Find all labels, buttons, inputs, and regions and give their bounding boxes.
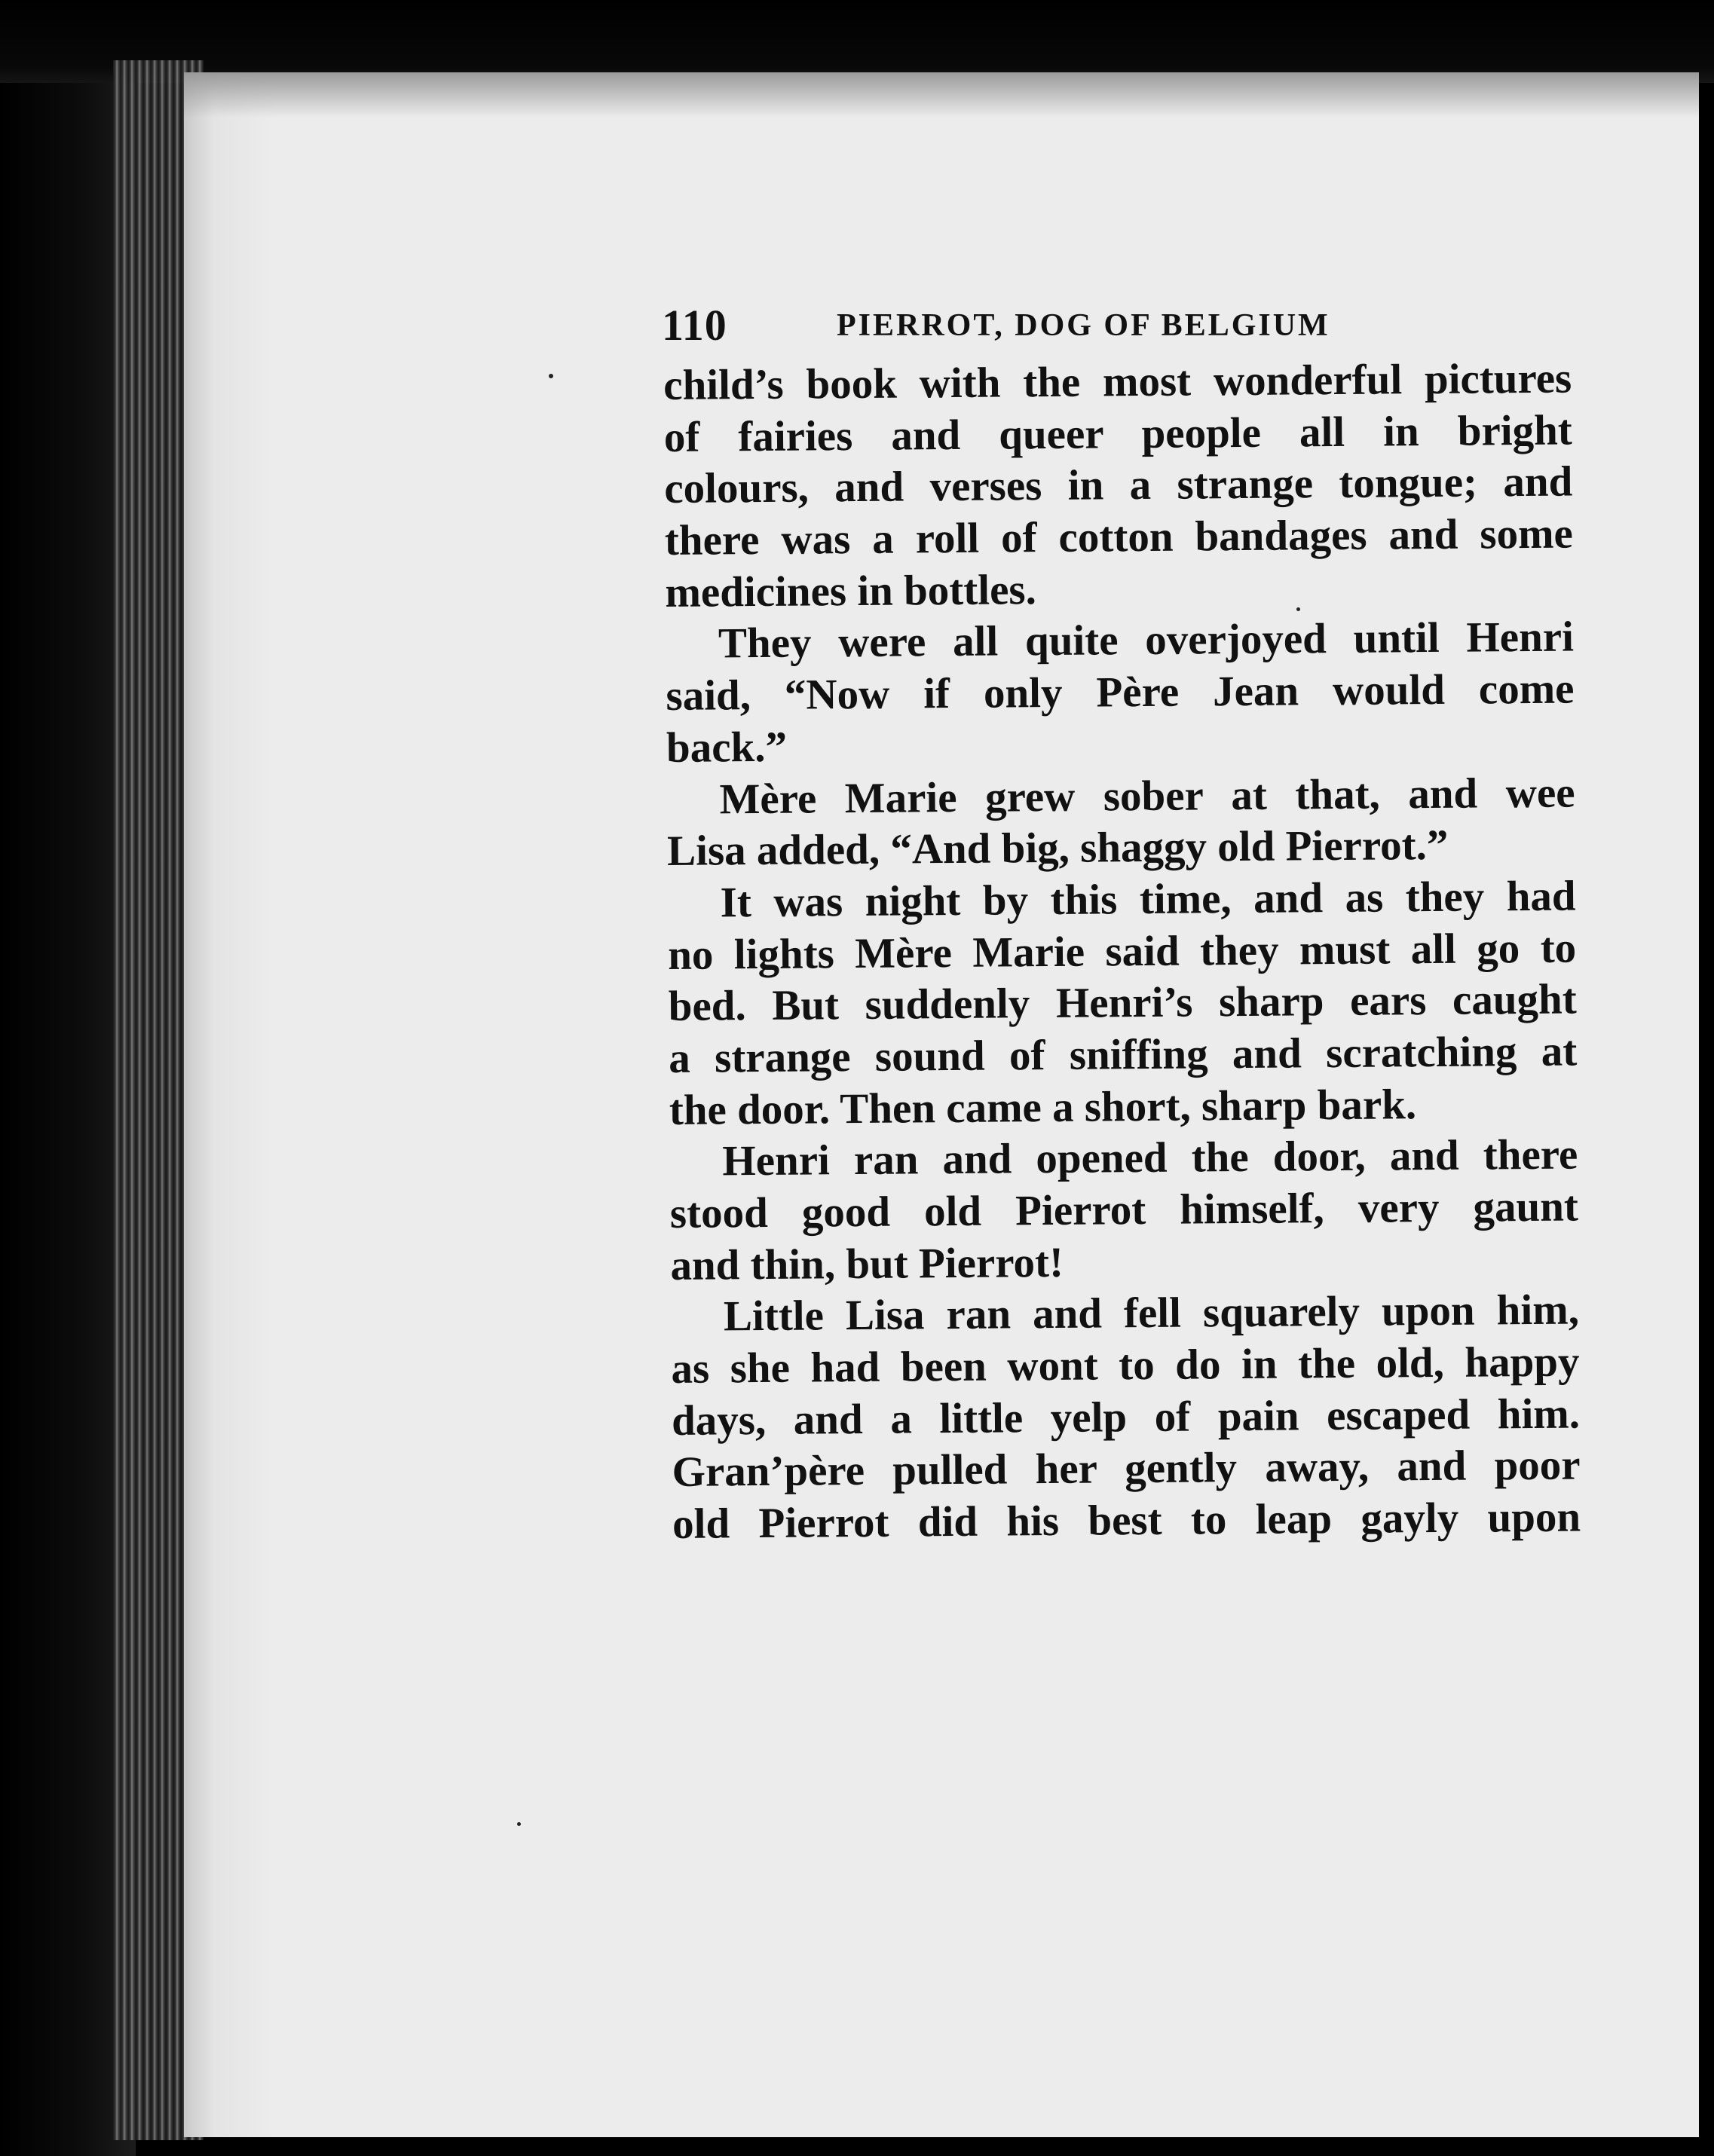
- text-line: stood good old Pierrot himself, very gaunt: [669, 1182, 1579, 1237]
- text-line: bed. But suddenly Henri’s sharp ears caught: [668, 975, 1577, 1031]
- text-line: Henri ran and opened the door, and there: [722, 1130, 1578, 1185]
- text-line: as she had been wont to do in the old, happy: [671, 1338, 1580, 1393]
- text-line: Little Lisa ran and fell squarely upon him,: [723, 1286, 1580, 1341]
- text-line: back.”: [666, 723, 788, 772]
- text-line: colours, and verses in a strange tongue; and: [664, 457, 1573, 513]
- text-line: They were all quite overjoyed until Henri: [718, 613, 1575, 668]
- dust-speck: [517, 1822, 521, 1826]
- dust-speck: [1296, 607, 1300, 611]
- book-title: PIERROT, DOG OF BELGIUM: [837, 308, 1330, 343]
- text-line: Mère Marie grew sober at that, and wee: [719, 769, 1575, 823]
- text-line: the door. Then came a short, sharp bark.: [669, 1080, 1417, 1134]
- text-line: no lights Mère Marie said they must all go to: [667, 924, 1577, 979]
- body-text: [663, 353, 1581, 1551]
- text-line: Lisa added, “And big, shaggy old Pierrot.”: [666, 821, 1449, 876]
- text-line: days, and a little yelp of pain escaped him.: [671, 1390, 1581, 1445]
- text-line: Gran’père pulled her gently away, and poor: [672, 1441, 1581, 1497]
- running-head: [662, 300, 1589, 360]
- text-line: there was a roll of cotton bandages and some: [664, 509, 1574, 565]
- page-top-shadow: [184, 72, 1699, 118]
- scan-border-top: [0, 0, 1714, 83]
- text-line: a strange sound of sniffing and scratching at: [669, 1027, 1578, 1082]
- text-line: old Pierrot did his best to leap gayly upon: [672, 1493, 1581, 1549]
- dust-speck: [549, 374, 553, 378]
- text-line: and thin, but Pierrot!: [670, 1238, 1064, 1289]
- page-number: 110: [662, 301, 727, 350]
- text-line: It was night by this time, and as they had: [720, 872, 1576, 927]
- text-line: medicines in bottles.: [665, 565, 1037, 616]
- text-line: of fairies and queer people all in bright: [663, 406, 1573, 461]
- text-line: child’s book with the most wonderful pictures: [663, 354, 1572, 409]
- text-line: said, “Now if only Père Jean would come: [666, 665, 1575, 720]
